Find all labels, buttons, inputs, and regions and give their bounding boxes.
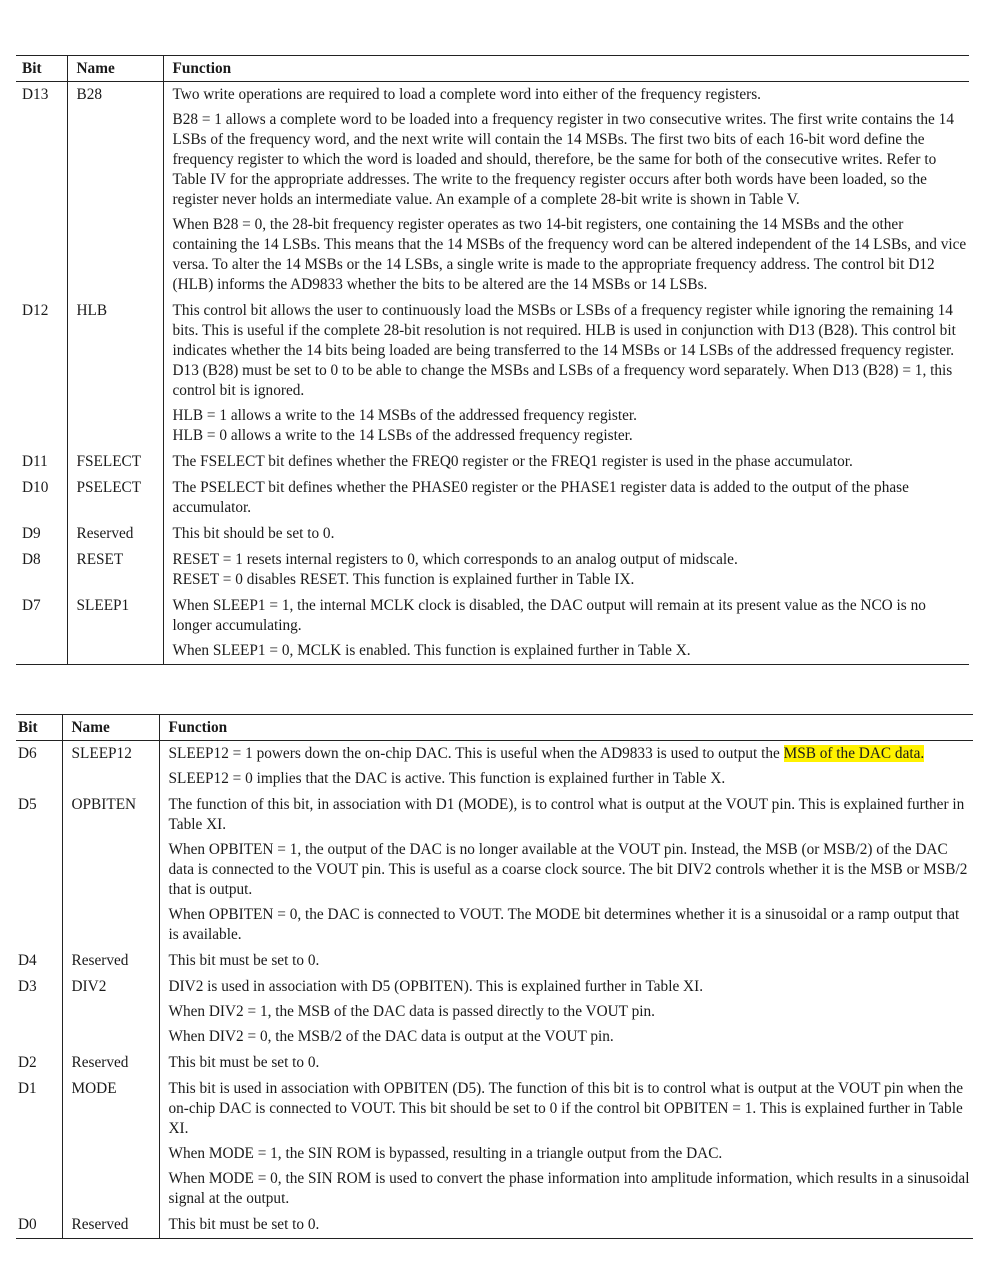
function-cell xyxy=(159,741,973,793)
function-paragraph: DIV2 is used in association with D5 (OPBITEN). This is explained further in Table XI. xyxy=(168,978,704,995)
function-paragraph: RESET = 1 resets internal registers to 0, which corresponds to an analog output of midscale. RESET = 0 disables RESET. This function is explained further in Table IX. xyxy=(172,551,738,588)
function-cell xyxy=(163,449,969,475)
bit-cell: D7 xyxy=(22,597,41,614)
bit-cell: D12 xyxy=(22,302,49,319)
header-bit: Bit xyxy=(18,719,38,736)
table-header-row xyxy=(16,56,969,82)
function-paragraph: Two write operations are required to load a complete word into either of the frequency registers. xyxy=(172,86,761,103)
function-paragraph: HLB = 1 allows a write to the 14 MSBs of the addressed frequency register. HLB = 0 allows a write to the 14 LSBs of the addressed frequency register. xyxy=(172,407,637,444)
bit-cell: D4 xyxy=(18,952,37,969)
bit-cell: D10 xyxy=(22,479,49,496)
function-paragraph: This bit should be set to 0. xyxy=(172,525,335,542)
table-row xyxy=(16,792,973,948)
table-row xyxy=(16,1212,973,1239)
control-bits-table-upper xyxy=(16,55,969,665)
function-text: SLEEP12 = 1 powers down the on-chip DAC. This is useful when the AD9833 is used to output the xyxy=(168,745,784,762)
name-cell: DIV2 xyxy=(62,974,159,1050)
highlighted-text: MSB of the DAC data. xyxy=(783,745,925,762)
function-cell xyxy=(159,948,973,974)
function-cell xyxy=(159,1212,973,1239)
table-row xyxy=(16,449,969,475)
name-cell: SLEEP1 xyxy=(67,593,163,665)
bit-cell: D1 xyxy=(18,1080,37,1097)
function-cell xyxy=(163,475,969,521)
bit-cell: D6 xyxy=(18,745,37,762)
function-paragraph xyxy=(169,744,972,764)
name-cell: B28 xyxy=(67,82,163,299)
name-cell: RESET xyxy=(67,547,163,593)
function-paragraph: SLEEP12 = 0 implies that the DAC is active. This function is explained further in Table X. xyxy=(168,770,726,787)
function-paragraph: When MODE = 0, the SIN ROM is used to convert the phase information into amplitude information, which results in a sinusoidal signal at the output. xyxy=(168,1170,970,1207)
header-name: Name xyxy=(62,715,159,741)
name-cell: MODE xyxy=(62,1076,159,1212)
name-cell: HLB xyxy=(67,298,163,449)
bit-cell: D2 xyxy=(18,1054,37,1071)
header-name: Name xyxy=(67,56,163,82)
function-cell xyxy=(159,1076,973,1212)
function-paragraph: When B28 = 0, the 28-bit frequency register operates as two 14-bit registers, one containing the 14 MSBs and the other containing the 14 LSBs. This means that the 14 MSBs of the frequency word can be altered independent of the 14 LSBs, and vice versa. To alter the 14 MSBs or the 14 LSBs, a single write is made to the appropriate frequency address. The control bit D12 (HLB) informs the AD9833 whether the bits to be altered are the 14 MSBs or 14 LSBs. xyxy=(172,216,967,293)
table-row xyxy=(16,547,969,593)
function-paragraph: The function of this bit, in association with D1 (MODE), is to control what is output at the VOUT pin. This is explained further in Table XI. xyxy=(168,796,965,833)
table-row xyxy=(16,298,969,449)
function-cell xyxy=(163,521,969,547)
bit-cell: D13 xyxy=(22,86,49,103)
table-row xyxy=(16,741,973,793)
table-row xyxy=(16,1050,973,1076)
bit-cell: D0 xyxy=(18,1216,37,1233)
name-cell: OPBITEN xyxy=(62,792,159,948)
function-cell xyxy=(163,547,969,593)
function-cell xyxy=(159,974,973,1050)
function-paragraph: When DIV2 = 1, the MSB of the DAC data is passed directly to the VOUT pin. xyxy=(168,1003,655,1020)
bit-cell: D8 xyxy=(22,551,41,568)
function-paragraph: B28 = 1 allows a complete word to be loaded into a frequency register in two consecutive writes. The first write contains the 14 LSBs of the frequency word, and the next write will contain the 14 MSBs. The first two bits of each 16-bit word define the frequency register to which the word is loaded and should, therefore, be the same for both of the consecutive writes. Refer to Table IV for the appropriate addresses. The write to the frequency register occurs after both words have been loaded, so the register never holds an intermediate value. An example of a complete 28-bit write is shown in Table V. xyxy=(172,111,954,208)
bit-cell: D9 xyxy=(22,525,41,542)
name-cell: Reserved xyxy=(62,1050,159,1076)
name-cell: SLEEP12 xyxy=(62,741,159,793)
table-row xyxy=(16,82,969,299)
bit-cell: D5 xyxy=(18,796,37,813)
function-paragraph: When OPBITEN = 0, the DAC is connected to VOUT. The MODE bit determines whether it is a sinusoidal or a ramp output that is available. xyxy=(168,906,960,943)
bit-cell: D3 xyxy=(18,978,37,995)
bit-cell: D11 xyxy=(22,453,48,470)
function-cell xyxy=(163,593,969,665)
function-paragraph: This bit must be set to 0. xyxy=(168,952,320,969)
function-cell xyxy=(159,1050,973,1076)
function-paragraph: When DIV2 = 0, the MSB/2 of the DAC data is output at the VOUT pin. xyxy=(168,1028,614,1045)
function-cell xyxy=(163,298,969,449)
function-paragraph: This bit must be set to 0. xyxy=(168,1216,320,1233)
function-paragraph: When SLEEP1 = 1, the internal MCLK clock is disabled, the DAC output will remain at its present value as the NCO is no longer accumulating. xyxy=(172,597,926,634)
function-paragraph: The FSELECT bit defines whether the FREQ0 register or the FREQ1 register is used in the phase accumulator. xyxy=(172,453,853,470)
function-paragraph: This bit must be set to 0. xyxy=(168,1054,320,1071)
function-cell xyxy=(159,792,973,948)
function-paragraph: This control bit allows the user to continuously load the MSBs or LSBs of a frequency register while ignoring the remaining 14 bits. This is useful if the complete 28-bit resolution is not required. HLB is used in conjunction with D13 (B28). This control bit indicates whether the 14 bits being loaded are being transferred to the 14 MSBs or 14 LSBs of the addressed frequency register. D13 (B28) must be set to 0 to be able to change the MSBs and LSBs of a frequency word separately. When D13 (B28) = 1, this control bit is ignored. xyxy=(172,302,956,399)
function-paragraph: When OPBITEN = 1, the output of the DAC is no longer available at the VOUT pin. Instead, the MSB (or MSB/2) of the DAC data is connected to the VOUT pin. This is useful as a coarse clock source. The bit DIV2 controls whether it is the MSB or MSB/2 that is output. xyxy=(168,841,968,898)
header-bit: Bit xyxy=(22,60,42,77)
function-paragraph: This bit is used in association with OPBITEN (D5). The function of this bit is to control what is output at the VOUT pin when the on-chip DAC is connected to VOUT. This bit should be set to 0 if the control bit OPBITEN = 1. This is explained further in Table XI. xyxy=(168,1080,964,1137)
name-cell: Reserved xyxy=(62,1212,159,1239)
table-row xyxy=(16,475,969,521)
function-paragraph: The PSELECT bit defines whether the PHASE0 register or the PHASE1 register data is added to the output of the phase accumulator. xyxy=(172,479,909,516)
function-cell xyxy=(163,82,969,299)
name-cell: FSELECT xyxy=(67,449,163,475)
header-function: Function xyxy=(159,715,973,741)
name-cell: Reserved xyxy=(67,521,163,547)
name-cell: PSELECT xyxy=(67,475,163,521)
table-row xyxy=(16,521,969,547)
header-function: Function xyxy=(163,56,969,82)
function-paragraph: When MODE = 1, the SIN ROM is bypassed, resulting in a triangle output from the DAC. xyxy=(168,1145,723,1162)
table-row xyxy=(16,1076,973,1212)
table-row xyxy=(16,974,973,1050)
table-row xyxy=(16,593,969,665)
table-row xyxy=(16,948,973,974)
name-cell: Reserved xyxy=(62,948,159,974)
table-header-row xyxy=(16,715,973,741)
function-paragraph: When SLEEP1 = 0, MCLK is enabled. This function is explained further in Table X. xyxy=(172,642,691,659)
control-bits-table-lower xyxy=(16,714,973,1239)
